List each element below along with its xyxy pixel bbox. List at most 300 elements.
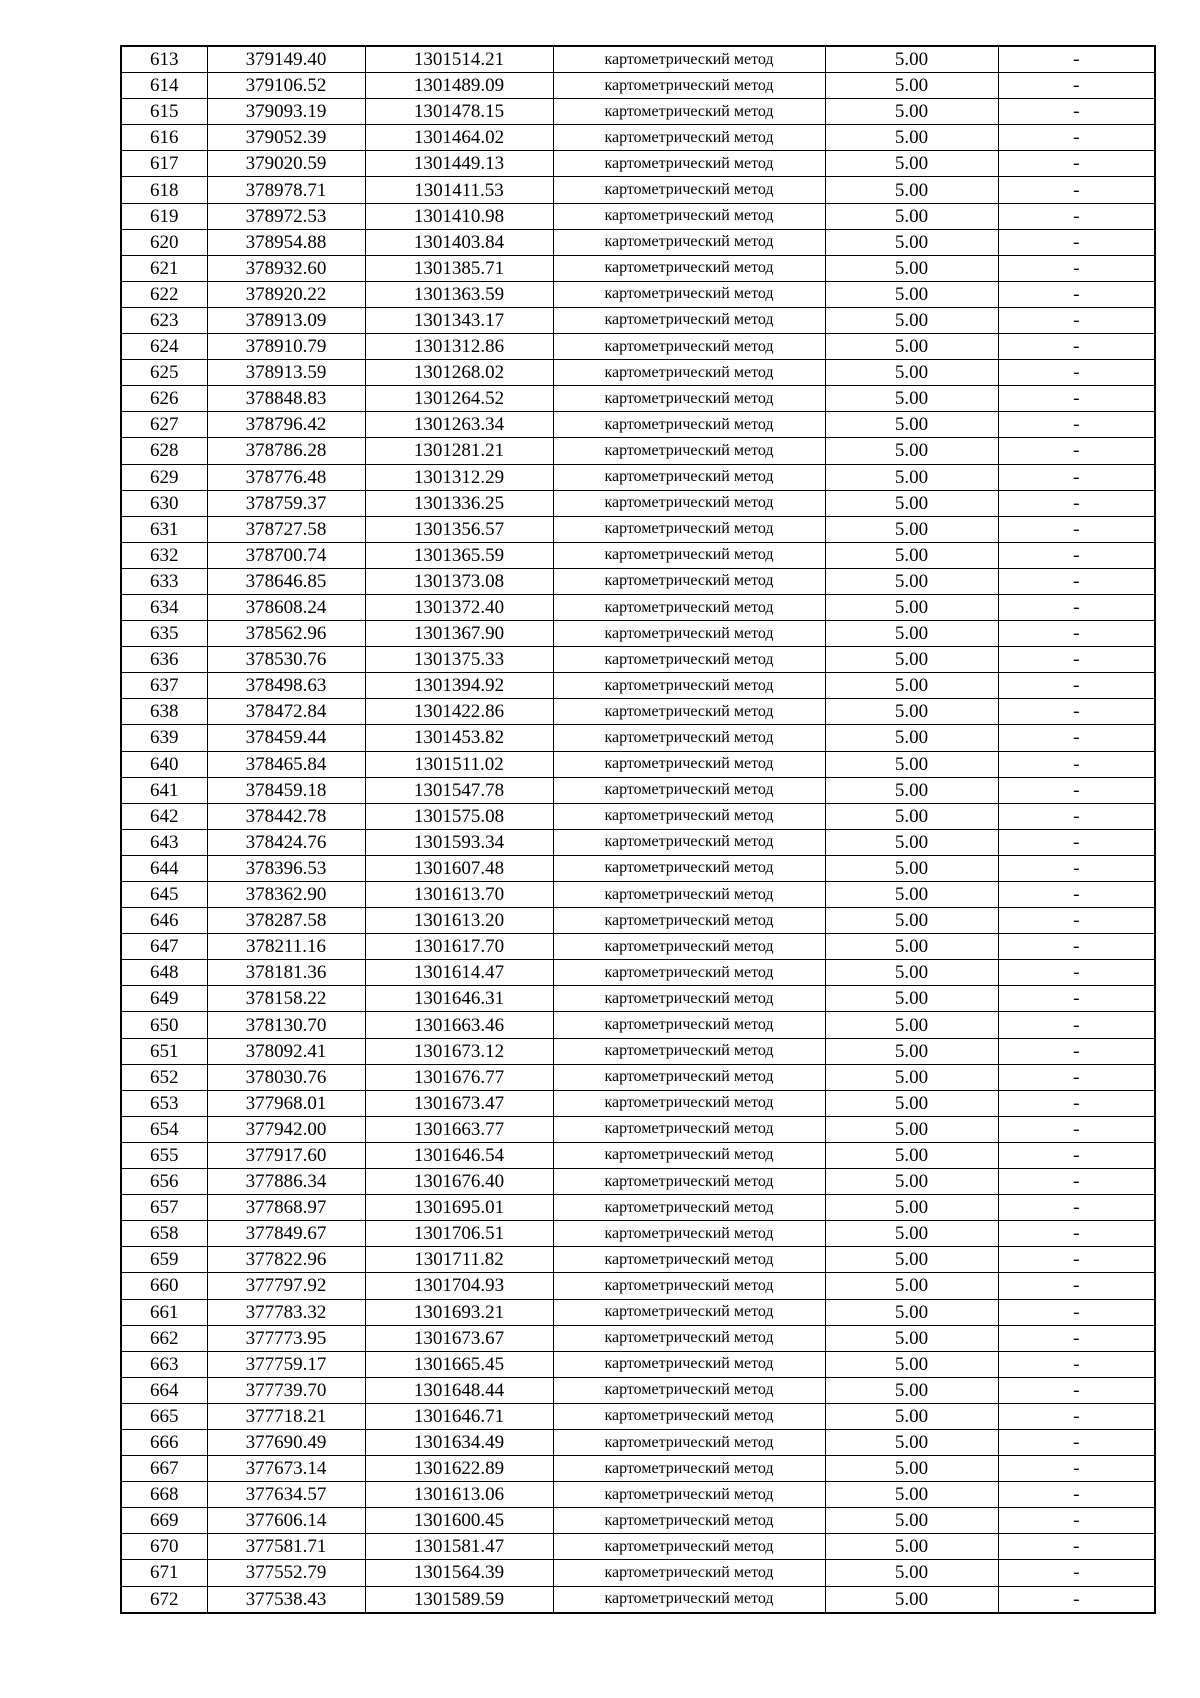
point-number-cell: 626 <box>121 386 207 412</box>
y-coordinate-cell: 1301589.59 <box>365 1586 553 1613</box>
table-row <box>121 1064 1155 1090</box>
note-cell: - <box>998 73 1155 99</box>
accuracy-cell: 5.00 <box>825 386 998 412</box>
x-coordinate-cell: 377739.70 <box>207 1377 365 1403</box>
x-coordinate-cell: 377634.57 <box>207 1482 365 1508</box>
point-number-cell: 650 <box>121 1012 207 1038</box>
point-number-cell: 667 <box>121 1456 207 1482</box>
point-number-cell: 622 <box>121 281 207 307</box>
accuracy-cell: 5.00 <box>825 438 998 464</box>
x-coordinate-cell: 377849.67 <box>207 1221 365 1247</box>
accuracy-cell: 5.00 <box>825 1456 998 1482</box>
table-row <box>121 1534 1155 1560</box>
accuracy-cell: 5.00 <box>825 334 998 360</box>
y-coordinate-cell: 1301375.33 <box>365 647 553 673</box>
table-row <box>121 1221 1155 1247</box>
y-coordinate-cell: 1301394.92 <box>365 673 553 699</box>
accuracy-cell: 5.00 <box>825 986 998 1012</box>
y-coordinate-cell: 1301711.82 <box>365 1247 553 1273</box>
method-cell: картометрический метод <box>553 777 825 803</box>
y-coordinate-cell: 1301613.06 <box>365 1482 553 1508</box>
note-cell: - <box>998 46 1155 73</box>
note-cell: - <box>998 386 1155 412</box>
method-cell: картометрический метод <box>553 1273 825 1299</box>
point-number-cell: 618 <box>121 177 207 203</box>
method-cell: картометрический метод <box>553 725 825 751</box>
note-cell: - <box>998 1247 1155 1273</box>
table-row <box>121 699 1155 725</box>
note-cell: - <box>998 594 1155 620</box>
point-number-cell: 671 <box>121 1560 207 1586</box>
accuracy-cell: 5.00 <box>825 1012 998 1038</box>
y-coordinate-cell: 1301646.31 <box>365 986 553 1012</box>
accuracy-cell: 5.00 <box>825 1325 998 1351</box>
accuracy-cell: 5.00 <box>825 412 998 438</box>
table-row <box>121 568 1155 594</box>
point-number-cell: 668 <box>121 1482 207 1508</box>
accuracy-cell: 5.00 <box>825 464 998 490</box>
x-coordinate-cell: 378954.88 <box>207 229 365 255</box>
note-cell: - <box>998 934 1155 960</box>
point-number-cell: 652 <box>121 1064 207 1090</box>
point-number-cell: 651 <box>121 1038 207 1064</box>
point-number-cell: 666 <box>121 1429 207 1455</box>
y-coordinate-cell: 1301564.39 <box>365 1560 553 1586</box>
point-number-cell: 672 <box>121 1586 207 1613</box>
method-cell: картометрический метод <box>553 1012 825 1038</box>
accuracy-cell: 5.00 <box>825 673 998 699</box>
point-number-cell: 660 <box>121 1273 207 1299</box>
method-cell: картометрический метод <box>553 1586 825 1613</box>
table-row <box>121 386 1155 412</box>
table-row <box>121 934 1155 960</box>
table-row <box>121 99 1155 125</box>
point-number-cell: 628 <box>121 438 207 464</box>
point-number-cell: 634 <box>121 594 207 620</box>
method-cell: картометрический метод <box>553 673 825 699</box>
point-number-cell: 661 <box>121 1299 207 1325</box>
y-coordinate-cell: 1301581.47 <box>365 1534 553 1560</box>
x-coordinate-cell: 379149.40 <box>207 46 365 73</box>
table-row <box>121 960 1155 986</box>
method-cell: картометрический метод <box>553 203 825 229</box>
point-number-cell: 635 <box>121 621 207 647</box>
accuracy-cell: 5.00 <box>825 1247 998 1273</box>
point-number-cell: 655 <box>121 1142 207 1168</box>
y-coordinate-cell: 1301373.08 <box>365 568 553 594</box>
method-cell: картометрический метод <box>553 255 825 281</box>
note-cell: - <box>998 960 1155 986</box>
x-coordinate-cell: 378362.90 <box>207 882 365 908</box>
note-cell: - <box>998 621 1155 647</box>
point-number-cell: 642 <box>121 803 207 829</box>
x-coordinate-cell: 378211.16 <box>207 934 365 960</box>
x-coordinate-cell: 378030.76 <box>207 1064 365 1090</box>
accuracy-cell: 5.00 <box>825 1429 998 1455</box>
point-number-cell: 665 <box>121 1403 207 1429</box>
note-cell: - <box>998 1169 1155 1195</box>
note-cell: - <box>998 307 1155 333</box>
method-cell: картометрический метод <box>553 307 825 333</box>
method-cell: картометрический метод <box>553 1403 825 1429</box>
point-number-cell: 654 <box>121 1116 207 1142</box>
table-row <box>121 1273 1155 1299</box>
y-coordinate-cell: 1301263.34 <box>365 412 553 438</box>
method-cell: картометрический метод <box>553 464 825 490</box>
y-coordinate-cell: 1301673.12 <box>365 1038 553 1064</box>
method-cell: картометрический метод <box>553 542 825 568</box>
method-cell: картометрический метод <box>553 438 825 464</box>
note-cell: - <box>998 1560 1155 1586</box>
x-coordinate-cell: 377797.92 <box>207 1273 365 1299</box>
y-coordinate-cell: 1301403.84 <box>365 229 553 255</box>
note-cell: - <box>998 1064 1155 1090</box>
y-coordinate-cell: 1301673.47 <box>365 1090 553 1116</box>
table-row <box>121 307 1155 333</box>
table-row <box>121 1429 1155 1455</box>
accuracy-cell: 5.00 <box>825 647 998 673</box>
method-cell: картометрический метод <box>553 1299 825 1325</box>
table-row <box>121 908 1155 934</box>
y-coordinate-cell: 1301600.45 <box>365 1508 553 1534</box>
y-coordinate-cell: 1301646.54 <box>365 1142 553 1168</box>
accuracy-cell: 5.00 <box>825 1273 998 1299</box>
method-cell: картометрический метод <box>553 1169 825 1195</box>
point-number-cell: 662 <box>121 1325 207 1351</box>
accuracy-cell: 5.00 <box>825 46 998 73</box>
x-coordinate-cell: 378459.18 <box>207 777 365 803</box>
accuracy-cell: 5.00 <box>825 1377 998 1403</box>
note-cell: - <box>998 1116 1155 1142</box>
x-coordinate-cell: 378562.96 <box>207 621 365 647</box>
note-cell: - <box>998 229 1155 255</box>
y-coordinate-cell: 1301385.71 <box>365 255 553 281</box>
point-number-cell: 615 <box>121 99 207 125</box>
x-coordinate-cell: 378759.37 <box>207 490 365 516</box>
table-row <box>121 73 1155 99</box>
x-coordinate-cell: 378287.58 <box>207 908 365 934</box>
method-cell: картометрический метод <box>553 882 825 908</box>
accuracy-cell: 5.00 <box>825 1299 998 1325</box>
y-coordinate-cell: 1301676.77 <box>365 1064 553 1090</box>
note-cell: - <box>998 725 1155 751</box>
table-row <box>121 203 1155 229</box>
method-cell: картометрический метод <box>553 960 825 986</box>
method-cell: картометрический метод <box>553 1090 825 1116</box>
point-number-cell: 663 <box>121 1351 207 1377</box>
y-coordinate-cell: 1301704.93 <box>365 1273 553 1299</box>
method-cell: картометрический метод <box>553 568 825 594</box>
y-coordinate-cell: 1301663.77 <box>365 1116 553 1142</box>
method-cell: картометрический метод <box>553 1351 825 1377</box>
accuracy-cell: 5.00 <box>825 151 998 177</box>
table-row <box>121 1560 1155 1586</box>
method-cell: картометрический метод <box>553 647 825 673</box>
method-cell: картометрический метод <box>553 1534 825 1560</box>
accuracy-cell: 5.00 <box>825 1586 998 1613</box>
accuracy-cell: 5.00 <box>825 1508 998 1534</box>
note-cell: - <box>998 1508 1155 1534</box>
y-coordinate-cell: 1301312.86 <box>365 334 553 360</box>
point-number-cell: 658 <box>121 1221 207 1247</box>
y-coordinate-cell: 1301410.98 <box>365 203 553 229</box>
table-row <box>121 1403 1155 1429</box>
method-cell: картометрический метод <box>553 986 825 1012</box>
accuracy-cell: 5.00 <box>825 490 998 516</box>
accuracy-cell: 5.00 <box>825 1351 998 1377</box>
y-coordinate-cell: 1301281.21 <box>365 438 553 464</box>
coordinates-table <box>120 45 1156 1614</box>
method-cell: картометрический метод <box>553 46 825 73</box>
note-cell: - <box>998 1482 1155 1508</box>
accuracy-cell: 5.00 <box>825 908 998 934</box>
method-cell: картометрический метод <box>553 412 825 438</box>
method-cell: картометрический метод <box>553 934 825 960</box>
table-row <box>121 542 1155 568</box>
point-number-cell: 636 <box>121 647 207 673</box>
table-row <box>121 1508 1155 1534</box>
x-coordinate-cell: 378472.84 <box>207 699 365 725</box>
x-coordinate-cell: 378646.85 <box>207 568 365 594</box>
note-cell: - <box>998 125 1155 151</box>
method-cell: картометрический метод <box>553 803 825 829</box>
method-cell: картометрический метод <box>553 1456 825 1482</box>
table-row <box>121 229 1155 255</box>
table-row <box>121 986 1155 1012</box>
y-coordinate-cell: 1301489.09 <box>365 73 553 99</box>
accuracy-cell: 5.00 <box>825 1403 998 1429</box>
table-row <box>121 177 1155 203</box>
method-cell: картометрический метод <box>553 125 825 151</box>
y-coordinate-cell: 1301607.48 <box>365 855 553 881</box>
accuracy-cell: 5.00 <box>825 855 998 881</box>
y-coordinate-cell: 1301695.01 <box>365 1195 553 1221</box>
accuracy-cell: 5.00 <box>825 803 998 829</box>
x-coordinate-cell: 378424.76 <box>207 829 365 855</box>
point-number-cell: 656 <box>121 1169 207 1195</box>
x-coordinate-cell: 378530.76 <box>207 647 365 673</box>
method-cell: картометрический метод <box>553 829 825 855</box>
y-coordinate-cell: 1301547.78 <box>365 777 553 803</box>
table-row <box>121 412 1155 438</box>
x-coordinate-cell: 377718.21 <box>207 1403 365 1429</box>
table-row <box>121 647 1155 673</box>
method-cell: картометрический метод <box>553 229 825 255</box>
point-number-cell: 670 <box>121 1534 207 1560</box>
point-number-cell: 614 <box>121 73 207 99</box>
accuracy-cell: 5.00 <box>825 960 998 986</box>
x-coordinate-cell: 378913.59 <box>207 360 365 386</box>
x-coordinate-cell: 378396.53 <box>207 855 365 881</box>
method-cell: картометрический метод <box>553 1560 825 1586</box>
method-cell: картометрический метод <box>553 699 825 725</box>
accuracy-cell: 5.00 <box>825 699 998 725</box>
note-cell: - <box>998 829 1155 855</box>
y-coordinate-cell: 1301449.13 <box>365 151 553 177</box>
note-cell: - <box>998 1377 1155 1403</box>
point-number-cell: 625 <box>121 360 207 386</box>
y-coordinate-cell: 1301422.86 <box>365 699 553 725</box>
method-cell: картометрический метод <box>553 1429 825 1455</box>
accuracy-cell: 5.00 <box>825 1142 998 1168</box>
accuracy-cell: 5.00 <box>825 99 998 125</box>
accuracy-cell: 5.00 <box>825 1195 998 1221</box>
point-number-cell: 629 <box>121 464 207 490</box>
y-coordinate-cell: 1301617.70 <box>365 934 553 960</box>
note-cell: - <box>998 1142 1155 1168</box>
x-coordinate-cell: 378932.60 <box>207 255 365 281</box>
x-coordinate-cell: 378092.41 <box>207 1038 365 1064</box>
y-coordinate-cell: 1301411.53 <box>365 177 553 203</box>
table-row <box>121 490 1155 516</box>
accuracy-cell: 5.00 <box>825 1064 998 1090</box>
accuracy-cell: 5.00 <box>825 203 998 229</box>
table-row <box>121 125 1155 151</box>
table-row <box>121 751 1155 777</box>
y-coordinate-cell: 1301648.44 <box>365 1377 553 1403</box>
note-cell: - <box>998 673 1155 699</box>
x-coordinate-cell: 378972.53 <box>207 203 365 229</box>
y-coordinate-cell: 1301453.82 <box>365 725 553 751</box>
accuracy-cell: 5.00 <box>825 542 998 568</box>
note-cell: - <box>998 1403 1155 1429</box>
y-coordinate-cell: 1301478.15 <box>365 99 553 125</box>
method-cell: картометрический метод <box>553 1195 825 1221</box>
accuracy-cell: 5.00 <box>825 229 998 255</box>
table-row <box>121 516 1155 542</box>
y-coordinate-cell: 1301372.40 <box>365 594 553 620</box>
table-row <box>121 882 1155 908</box>
method-cell: картометрический метод <box>553 621 825 647</box>
x-coordinate-cell: 377581.71 <box>207 1534 365 1560</box>
table-row <box>121 46 1155 73</box>
point-number-cell: 638 <box>121 699 207 725</box>
point-number-cell: 633 <box>121 568 207 594</box>
x-coordinate-cell: 378498.63 <box>207 673 365 699</box>
point-number-cell: 632 <box>121 542 207 568</box>
method-cell: картометрический метод <box>553 908 825 934</box>
y-coordinate-cell: 1301343.17 <box>365 307 553 333</box>
table-row <box>121 1169 1155 1195</box>
table-row <box>121 1351 1155 1377</box>
method-cell: картометрический метод <box>553 151 825 177</box>
method-cell: картометрический метод <box>553 751 825 777</box>
table-row <box>121 1377 1155 1403</box>
point-number-cell: 637 <box>121 673 207 699</box>
table-row <box>121 1116 1155 1142</box>
note-cell: - <box>998 1325 1155 1351</box>
x-coordinate-cell: 377917.60 <box>207 1142 365 1168</box>
y-coordinate-cell: 1301693.21 <box>365 1299 553 1325</box>
accuracy-cell: 5.00 <box>825 73 998 99</box>
x-coordinate-cell: 377773.95 <box>207 1325 365 1351</box>
table-row <box>121 1090 1155 1116</box>
x-coordinate-cell: 377886.34 <box>207 1169 365 1195</box>
accuracy-cell: 5.00 <box>825 829 998 855</box>
accuracy-cell: 5.00 <box>825 1169 998 1195</box>
method-cell: картометрический метод <box>553 516 825 542</box>
table-row <box>121 621 1155 647</box>
method-cell: картометрический метод <box>553 281 825 307</box>
y-coordinate-cell: 1301613.20 <box>365 908 553 934</box>
note-cell: - <box>998 1038 1155 1064</box>
table-row <box>121 1012 1155 1038</box>
accuracy-cell: 5.00 <box>825 125 998 151</box>
note-cell: - <box>998 464 1155 490</box>
accuracy-cell: 5.00 <box>825 1038 998 1064</box>
table-row <box>121 1586 1155 1613</box>
x-coordinate-cell: 378465.84 <box>207 751 365 777</box>
x-coordinate-cell: 377942.00 <box>207 1116 365 1142</box>
table-row <box>121 1195 1155 1221</box>
x-coordinate-cell: 378700.74 <box>207 542 365 568</box>
note-cell: - <box>998 255 1155 281</box>
point-number-cell: 630 <box>121 490 207 516</box>
x-coordinate-cell: 378913.09 <box>207 307 365 333</box>
note-cell: - <box>998 203 1155 229</box>
accuracy-cell: 5.00 <box>825 1482 998 1508</box>
note-cell: - <box>998 281 1155 307</box>
table-row <box>121 464 1155 490</box>
note-cell: - <box>998 699 1155 725</box>
x-coordinate-cell: 377673.14 <box>207 1456 365 1482</box>
table-row <box>121 855 1155 881</box>
y-coordinate-cell: 1301356.57 <box>365 516 553 542</box>
point-number-cell: 640 <box>121 751 207 777</box>
table-row <box>121 1456 1155 1482</box>
method-cell: картометрический метод <box>553 1482 825 1508</box>
table-row <box>121 1299 1155 1325</box>
point-number-cell: 645 <box>121 882 207 908</box>
y-coordinate-cell: 1301622.89 <box>365 1456 553 1482</box>
x-coordinate-cell: 377606.14 <box>207 1508 365 1534</box>
y-coordinate-cell: 1301593.34 <box>365 829 553 855</box>
y-coordinate-cell: 1301614.47 <box>365 960 553 986</box>
point-number-cell: 653 <box>121 1090 207 1116</box>
note-cell: - <box>998 360 1155 386</box>
accuracy-cell: 5.00 <box>825 882 998 908</box>
accuracy-cell: 5.00 <box>825 281 998 307</box>
method-cell: картометрический метод <box>553 334 825 360</box>
table-row <box>121 360 1155 386</box>
accuracy-cell: 5.00 <box>825 594 998 620</box>
x-coordinate-cell: 377759.17 <box>207 1351 365 1377</box>
point-number-cell: 649 <box>121 986 207 1012</box>
point-number-cell: 631 <box>121 516 207 542</box>
accuracy-cell: 5.00 <box>825 1221 998 1247</box>
note-cell: - <box>998 542 1155 568</box>
method-cell: картометрический метод <box>553 360 825 386</box>
note-cell: - <box>998 1195 1155 1221</box>
table-row <box>121 1325 1155 1351</box>
table-row <box>121 594 1155 620</box>
x-coordinate-cell: 377968.01 <box>207 1090 365 1116</box>
x-coordinate-cell: 378910.79 <box>207 334 365 360</box>
y-coordinate-cell: 1301365.59 <box>365 542 553 568</box>
y-coordinate-cell: 1301514.21 <box>365 46 553 73</box>
accuracy-cell: 5.00 <box>825 751 998 777</box>
x-coordinate-cell: 378796.42 <box>207 412 365 438</box>
x-coordinate-cell: 379093.19 <box>207 99 365 125</box>
x-coordinate-cell: 378848.83 <box>207 386 365 412</box>
note-cell: - <box>998 1534 1155 1560</box>
note-cell: - <box>998 568 1155 594</box>
note-cell: - <box>998 151 1155 177</box>
table-row <box>121 803 1155 829</box>
x-coordinate-cell: 378181.36 <box>207 960 365 986</box>
y-coordinate-cell: 1301575.08 <box>365 803 553 829</box>
x-coordinate-cell: 378776.48 <box>207 464 365 490</box>
